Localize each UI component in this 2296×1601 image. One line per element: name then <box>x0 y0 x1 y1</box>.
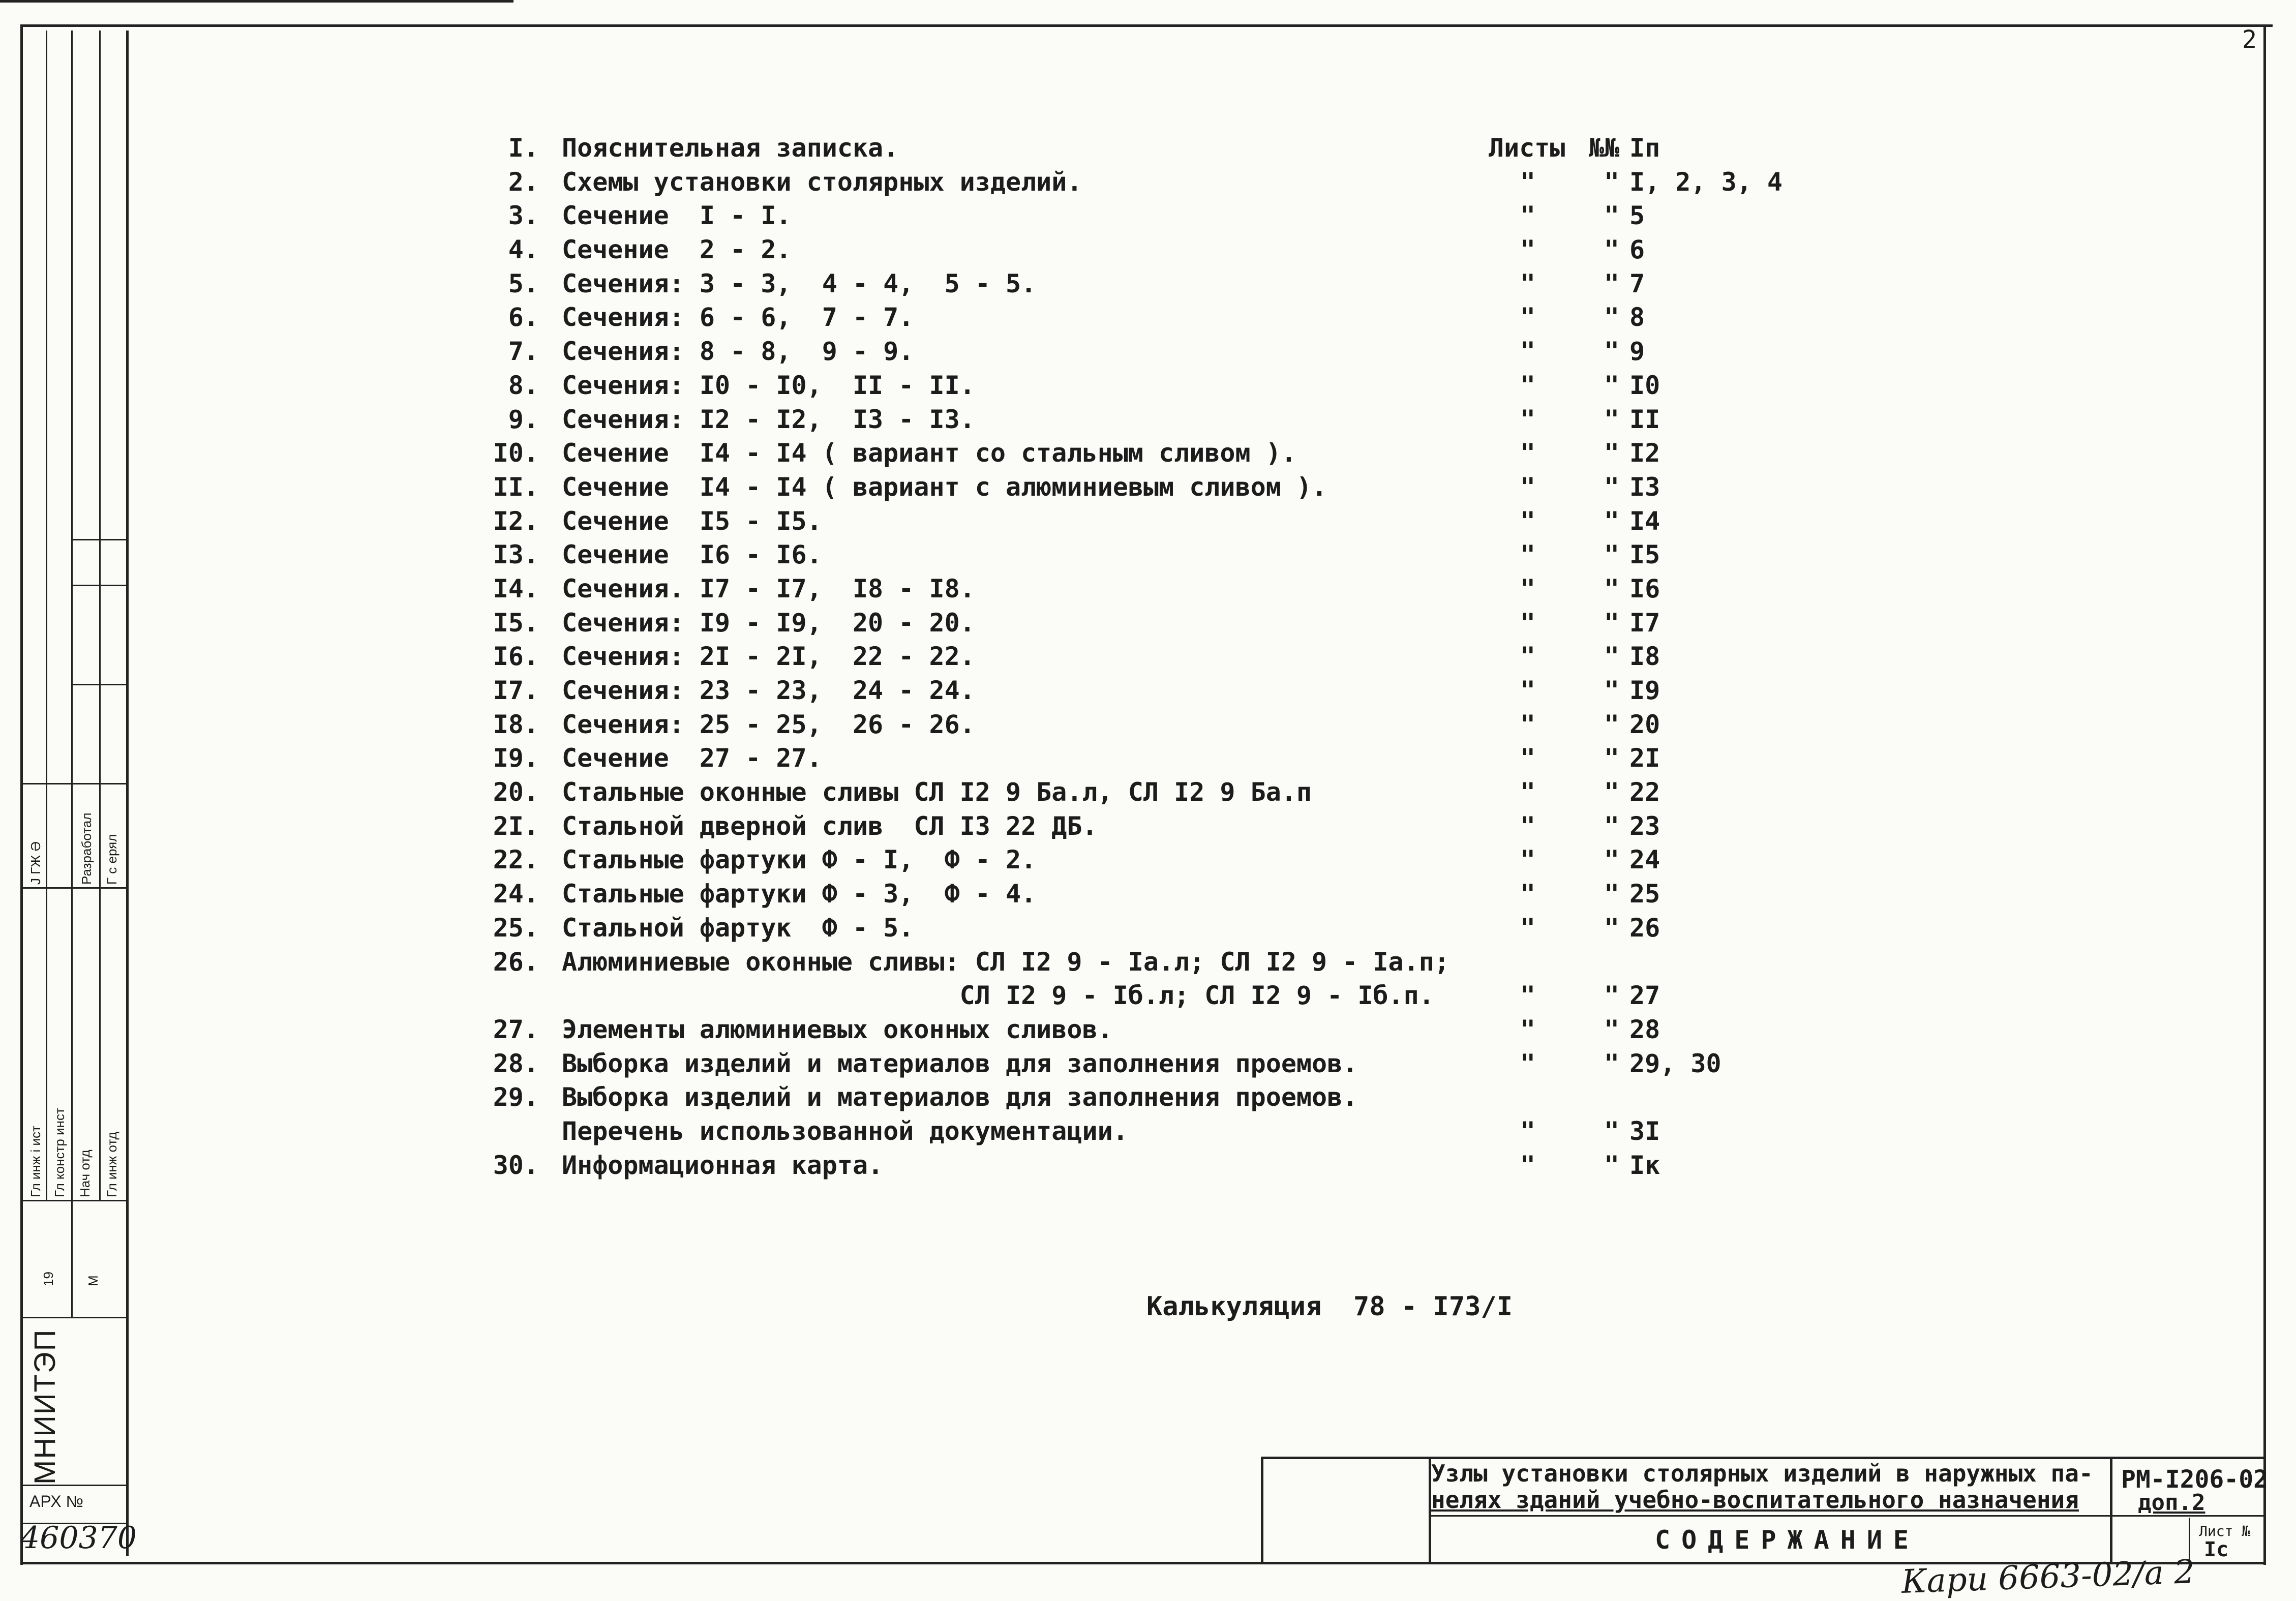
contents-pages: 26 <box>1629 913 1660 943</box>
contents-pages: I9 <box>1629 676 1660 705</box>
stamp-row-line <box>20 887 127 889</box>
document-code-suffix: доп.2 <box>2138 1490 2206 1516</box>
contents-pages: 3I <box>1629 1116 1660 1146</box>
contents-row <box>488 1114 1810 1149</box>
contents-q1: " <box>1520 811 1536 841</box>
contents-pages: 24 <box>1629 845 1660 875</box>
contents-num: 9. <box>508 404 539 434</box>
contents-q2: " <box>1604 1116 1620 1146</box>
contents-row <box>488 165 1810 199</box>
contents-q1: " <box>1520 404 1536 434</box>
stamp-row-line <box>20 1200 127 1201</box>
contents-pages: 8 <box>1629 303 1645 333</box>
contents-title: Стальной дверной слив СЛ I3 22 ДБ. <box>562 811 1098 841</box>
contents-pages: 5 <box>1629 201 1645 231</box>
contents-q2: " <box>1604 167 1620 197</box>
contents-pages: 22 <box>1629 777 1660 807</box>
contents-row <box>488 233 1810 267</box>
contents-q2: " <box>1604 506 1620 536</box>
contents-title: Схемы установки столярных изделий. <box>562 167 1082 197</box>
contents-q1: " <box>1520 879 1536 909</box>
stamp-row-line <box>71 585 127 586</box>
contents-q2: " <box>1604 540 1620 570</box>
contents-q1: " <box>1520 370 1536 400</box>
contents-title: Сечения: 25 - 25, 26 - 26. <box>562 709 975 739</box>
contents-row <box>488 436 1810 470</box>
sheet-value: Iс <box>2204 1538 2229 1561</box>
contents-row <box>488 809 1810 843</box>
contents-q1: " <box>1520 438 1536 468</box>
contents-row <box>488 843 1810 877</box>
stamp-num-2: М <box>85 1275 101 1286</box>
contents-row <box>488 369 1810 403</box>
contents-q1: " <box>1520 337 1536 367</box>
contents-pages: 29, 30 <box>1629 1048 1721 1078</box>
contents-title: Сечение 27 - 27. <box>562 743 822 773</box>
contents-title: Сечение 2 - 2. <box>562 235 792 265</box>
contents-num: I7. <box>493 676 539 705</box>
stamp-row-line <box>20 783 127 784</box>
contents-q1: " <box>1520 506 1536 536</box>
frame-left <box>20 24 23 1565</box>
contents-q2: " <box>1604 201 1620 231</box>
org-name: МНИИТЭП <box>28 1328 62 1485</box>
contents-num: 22. <box>493 845 539 875</box>
contents-title: Выборка изделий и материалов для заполнения проемов. <box>562 1048 1358 1078</box>
contents-title: Сечения: 3 - 3, 4 - 4, 5 - 5. <box>562 268 1037 298</box>
project-title-line2: нелях зданий учебно-воспитательного назначения <box>1431 1486 2079 1514</box>
contents-q1: " <box>1520 845 1536 875</box>
contents-title: Алюминиевые оконные сливы: СЛ I2 9 - Iа.л; СЛ I2 9 - Iа.п; <box>562 947 1449 977</box>
contents-q1: " <box>1520 303 1536 333</box>
contents-row <box>488 674 1810 708</box>
contents-pages: 7 <box>1629 268 1645 298</box>
contents-num: I. <box>508 133 539 163</box>
contents-q1: " <box>1520 642 1536 672</box>
sheet-title: СОДЕРЖАНИЕ <box>1655 1525 1920 1555</box>
contents-row <box>488 267 1810 301</box>
contents-row <box>488 979 1810 1013</box>
stamp-row-line <box>71 539 127 540</box>
stamp-role: Нач отд <box>77 1150 93 1197</box>
contents-title: Элементы алюминиевых оконных сливов. <box>562 1014 1113 1044</box>
contents-num: I6. <box>493 642 539 672</box>
stamp-num-1: 19 <box>41 1272 56 1286</box>
contents-q2: " <box>1604 913 1620 943</box>
contents-row <box>488 708 1810 742</box>
contents-pages: I0 <box>1629 370 1660 400</box>
contents-q2: " <box>1604 1150 1620 1180</box>
contents-row <box>488 470 1810 504</box>
contents-row <box>488 1013 1810 1047</box>
contents-q2: " <box>1604 370 1620 400</box>
contents-row <box>488 300 1810 335</box>
col-pages: Iп <box>1629 133 1660 163</box>
contents-title: Сечение I6 - I6. <box>562 540 822 570</box>
contents-q1: " <box>1520 777 1536 807</box>
contents-q2: " <box>1604 303 1620 333</box>
contents-pages: I2 <box>1629 438 1660 468</box>
contents-title: Сечения: 8 - 8, 9 - 9. <box>562 337 914 367</box>
contents-q2: " <box>1604 777 1620 807</box>
contents-q1: " <box>1520 743 1536 773</box>
contents-row <box>488 640 1810 674</box>
contents-row <box>488 538 1810 572</box>
contents-row <box>488 877 1810 911</box>
stamp-col-line <box>71 1200 73 1317</box>
stamp-row-line <box>71 684 127 685</box>
contents-num: 4. <box>508 235 539 265</box>
contents-num: 28. <box>493 1048 539 1078</box>
contents-title: Сечения: 6 - 6, 7 - 7. <box>562 303 914 333</box>
contents-title: Сечение I4 - I4 ( вариант со стальным сливом ). <box>562 438 1296 468</box>
contents-row <box>488 1080 1810 1114</box>
contents-q2: " <box>1604 1048 1620 1078</box>
contents-q2: " <box>1604 472 1620 502</box>
contents-q2: " <box>1604 337 1620 367</box>
stamp-col-line <box>46 31 47 1200</box>
contents-pages: I8 <box>1629 642 1660 672</box>
stamp-row-line <box>20 1485 127 1486</box>
contents-num: 26. <box>493 947 539 977</box>
contents-pages: 20 <box>1629 709 1660 739</box>
contents-q1: " <box>1520 1014 1536 1044</box>
contents-row <box>488 911 1810 945</box>
contents-pages: II <box>1629 404 1660 434</box>
archive-number: 460370 <box>20 1520 137 1556</box>
frame-right <box>2263 24 2266 1565</box>
contents-row <box>488 606 1810 640</box>
contents-title: Сечения: I9 - I9, 20 - 20. <box>562 608 975 638</box>
contents-row <box>488 131 1810 165</box>
contents-num: 20. <box>493 777 539 807</box>
contents-num: 8. <box>508 370 539 400</box>
contents-num: 29. <box>493 1082 539 1112</box>
contents-num: I9. <box>493 743 539 773</box>
contents-pages: 9 <box>1629 337 1645 367</box>
contents-title: СЛ I2 9 - Iб.л; СЛ I2 9 - Iб.п. <box>562 981 1434 1011</box>
page-number: 2 <box>2242 25 2257 54</box>
contents-q1: " <box>1520 676 1536 705</box>
contents-q1: " <box>1520 167 1536 197</box>
contents-title: Сечение I5 - I5. <box>562 506 822 536</box>
contents-num: 2I. <box>493 811 539 841</box>
contents-row <box>488 741 1810 775</box>
contents-num: I4. <box>493 573 539 603</box>
contents-num: 25. <box>493 913 539 943</box>
contents-q1: " <box>1520 573 1536 603</box>
contents-q2: " <box>1604 1014 1620 1044</box>
col-numbers: №№ <box>1589 133 1620 163</box>
stamp-col-line <box>71 31 73 1200</box>
contents-title: Стальные фартуки Ф - 3, Ф - 4. <box>562 879 1037 909</box>
contents-num: 2. <box>508 167 539 197</box>
stamp-role: Гл инж отд <box>104 1132 119 1197</box>
contents-title: Сечения: I0 - I0, II - II. <box>562 370 975 400</box>
contents-q1: " <box>1520 1150 1536 1180</box>
contents-row <box>488 335 1810 369</box>
contents-row <box>488 199 1810 233</box>
contents-q2: " <box>1604 608 1620 638</box>
contents-title: Сечения: 23 - 23, 24 - 24. <box>562 676 975 705</box>
contents-pages: I, 2, 3, 4 <box>1629 167 1783 197</box>
contents-q1: " <box>1520 201 1536 231</box>
contents-pages: I3 <box>1629 472 1660 502</box>
calculation-ref: Калькуляция 78 - I73/I <box>1146 1291 1513 1322</box>
contents-title: Сечения: 2I - 2I, 22 - 22. <box>562 642 975 672</box>
contents-q1: " <box>1520 1116 1536 1146</box>
contents-pages: 23 <box>1629 811 1660 841</box>
contents-title: Информационная карта. <box>562 1150 884 1180</box>
contents-row <box>488 504 1810 538</box>
contents-q2: " <box>1604 573 1620 603</box>
contents-row <box>488 775 1810 809</box>
contents-row <box>488 1149 1810 1183</box>
stamp-num-3: Ј ГЖ Ə <box>28 841 43 885</box>
titleblock-top <box>1261 1457 2265 1459</box>
col-sheets: Листы <box>1489 133 1565 163</box>
contents-title: Выборка изделий и материалов для заполнения проемов. <box>562 1082 1358 1112</box>
contents-title: Стальные оконные сливы СЛ I2 9 Ба.л, СЛ I2 9 Ба.п <box>562 777 1312 807</box>
contents-title: Сечение I - I. <box>562 201 792 231</box>
contents-list <box>488 131 1810 1182</box>
stamp-role: Г с ерял <box>104 834 119 885</box>
contents-q1: " <box>1520 268 1536 298</box>
contents-q2: " <box>1604 981 1620 1011</box>
contents-q1: " <box>1520 1048 1536 1078</box>
contents-pages: 28 <box>1629 1014 1660 1044</box>
contents-num: I3. <box>493 540 539 570</box>
contents-q1: " <box>1520 709 1536 739</box>
contents-pages: 6 <box>1629 235 1645 265</box>
sheet-label: Лист № <box>2199 1523 2251 1539</box>
contents-num: I2. <box>493 506 539 536</box>
contents-num: 3. <box>508 201 539 231</box>
stamp-col-line <box>99 31 101 1200</box>
project-title-line1: Узлы установки столярных изделий в наружных па- <box>1431 1460 2093 1487</box>
contents-q2: " <box>1604 268 1620 298</box>
contents-num: I0. <box>493 438 539 468</box>
contents-num: 30. <box>493 1150 539 1180</box>
contents-q2: " <box>1604 845 1620 875</box>
contents-q2: " <box>1604 235 1620 265</box>
stamp-role: Гл констр инст <box>52 1108 67 1197</box>
contents-pages: 25 <box>1629 879 1660 909</box>
contents-num: 27. <box>493 1014 539 1044</box>
contents-q2: " <box>1604 709 1620 739</box>
contents-row <box>488 945 1810 979</box>
contents-row <box>488 572 1810 606</box>
handwritten-note: Кари 6663-02/а 2 <box>1900 1553 2196 1601</box>
contents-pages: I7 <box>1629 608 1660 638</box>
contents-title: Стальные фартуки Ф - I, Ф - 2. <box>562 845 1037 875</box>
contents-q1: " <box>1520 913 1536 943</box>
contents-num: I5. <box>493 608 539 638</box>
contents-q2: " <box>1604 879 1620 909</box>
contents-pages: 2I <box>1629 743 1660 773</box>
contents-num: 7. <box>508 337 539 367</box>
contents-q1: " <box>1520 981 1536 1011</box>
contents-pages: Iк <box>1629 1150 1660 1180</box>
contents-q1: " <box>1520 235 1536 265</box>
contents-num: 6. <box>508 303 539 333</box>
archive-label: АРХ № <box>29 1492 83 1511</box>
stamp-row-line <box>20 1317 127 1318</box>
contents-q1: " <box>1520 540 1536 570</box>
contents-title: Сечения. I7 - I7, I8 - I8. <box>562 573 975 603</box>
contents-num: 24. <box>493 879 539 909</box>
contents-title: Перечень использованной документации. <box>562 1116 1128 1146</box>
contents-row <box>488 1047 1810 1081</box>
frame-inner-left <box>126 31 129 1556</box>
document-code: РМ-I206-02 <box>2121 1465 2268 1494</box>
stamp-role: Разработал <box>79 812 94 885</box>
contents-num: II. <box>493 472 539 502</box>
contents-title: Сечение I4 - I4 ( вариант с алюминиевым сливом ). <box>562 472 1327 502</box>
contents-title: Пояснительная записка. <box>562 133 899 163</box>
contents-q1: " <box>1520 472 1536 502</box>
contents-title: Стальной фартук Ф - 5. <box>562 913 914 943</box>
contents-q2: " <box>1604 404 1620 434</box>
titleblock-divider <box>2110 1457 2112 1563</box>
contents-pages: I4 <box>1629 506 1660 536</box>
top-edge-line <box>0 0 513 3</box>
contents-q2: " <box>1604 743 1620 773</box>
contents-num: I8. <box>493 709 539 739</box>
contents-pages: I5 <box>1629 540 1660 570</box>
contents-q2: " <box>1604 676 1620 705</box>
contents-row <box>488 403 1810 437</box>
contents-title: Сечения: I2 - I2, I3 - I3. <box>562 404 975 434</box>
contents-num: 5. <box>508 268 539 298</box>
titleblock-left <box>1261 1457 1263 1563</box>
contents-q2: " <box>1604 438 1620 468</box>
contents-pages: 27 <box>1629 981 1660 1011</box>
stamp-role: Гл инж і ист <box>28 1126 43 1197</box>
contents-q1: " <box>1520 608 1536 638</box>
contents-q2: " <box>1604 811 1620 841</box>
frame-top <box>20 24 2273 27</box>
contents-q2: " <box>1604 642 1620 672</box>
contents-pages: I6 <box>1629 573 1660 603</box>
